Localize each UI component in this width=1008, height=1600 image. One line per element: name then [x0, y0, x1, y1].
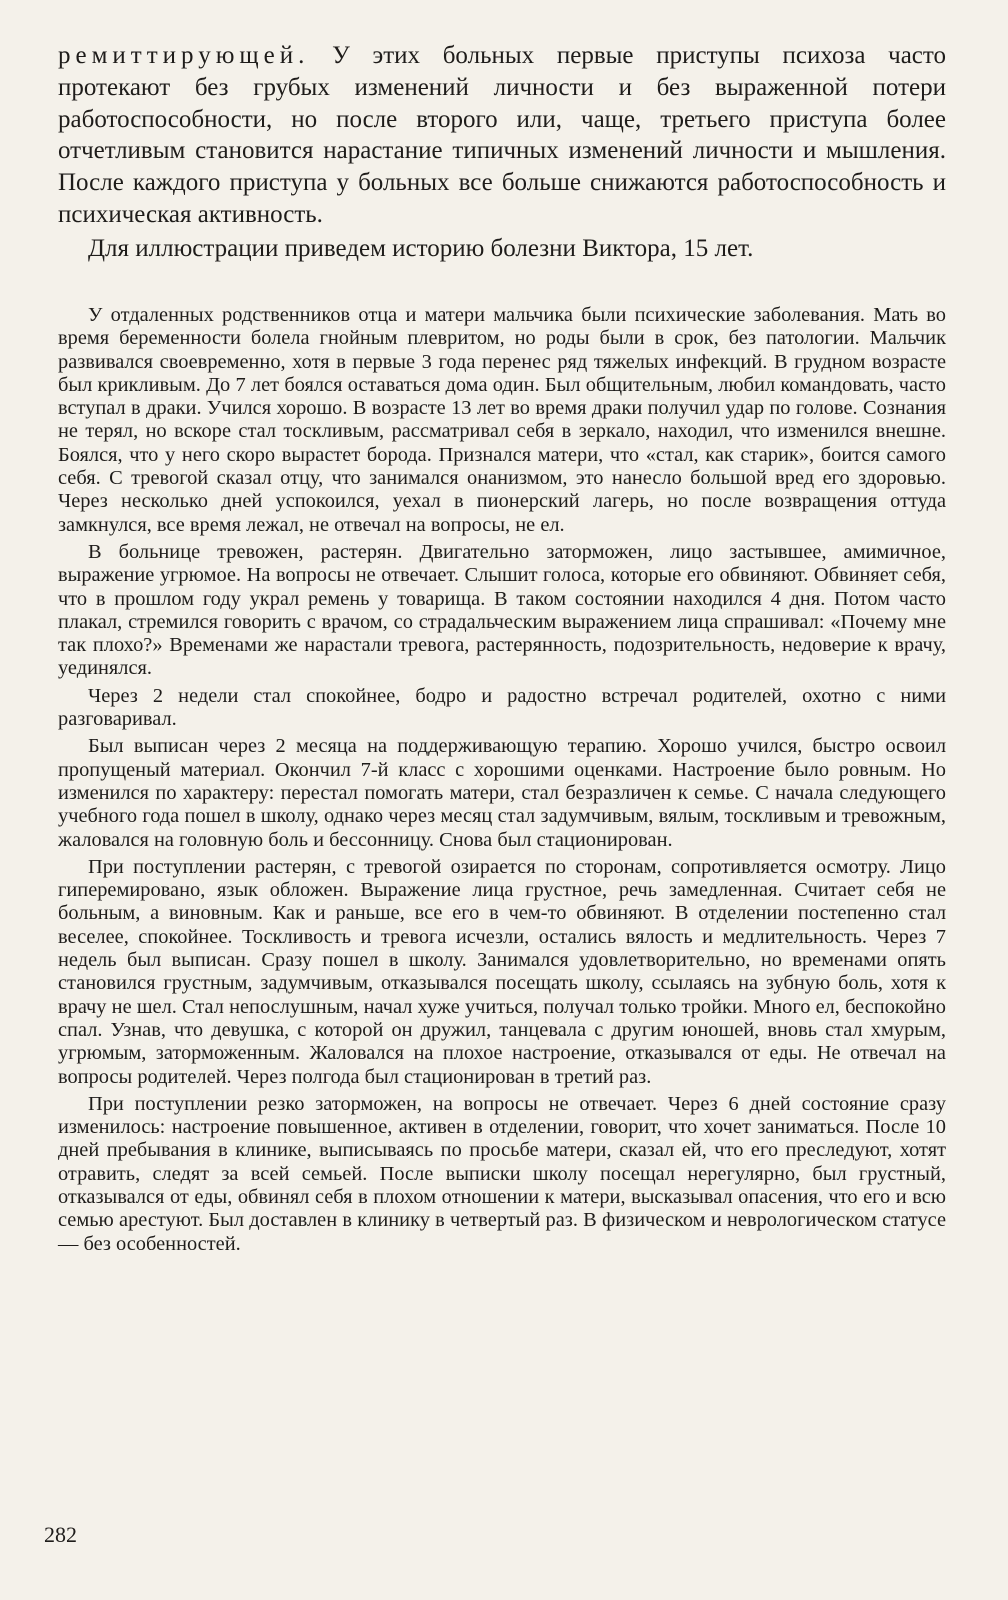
emphasized-term: ремиттирующей. [58, 42, 310, 69]
case-paragraph: Через 2 недели стал спокойнее, бодро и радостно встречал родителей, охотно с ними разговаривал. [58, 684, 946, 731]
paragraph-text: У этих больных первые приступы психоза часто протекают без грубых изменений личности и без выраженной потери работоспособности, но после второго или, чаще, третьего приступа более отчетливым становится нарастание типичных изменений личности и мышления. После каждого приступа у больных все больше снижаются работоспособность и психическая активность. [58, 42, 946, 228]
page-number: 282 [44, 1522, 77, 1547]
case-paragraph: При поступлении растерян, с тревогой озирается по сторонам, сопротивляется осмотру. Лицо гиперемировано, язык обложен. Выражение лица грустное, речь замедленная. Считает себя не больным, а виновным. Как и раньше, все его в чем-то обвиняют. В отделении постепенно стал веселее, спокойнее. Тоскливость и тревога исчезли, остались вялость и медлительность. Через 7 недель был выписан. Сразу пошел в школу. Занимался удовлетворительно, но временами опять становился грустным, задумчивым, отказывался посещать школу, ссылаясь на зубную боль, хотя к врачу не шел. Стал непослушным, начал хуже учиться, получал только тройки. Много ел, беспокойно спал. Узнав, что девушка, с которой он дружил, танцевала с другим юношей, вновь стал хмурым, угрюмым, заторможенным. Жаловался на плохое настроение, отказывался от еды. Не отвечал на вопросы родителей. Через полгода был стационирован в третий раз. [58, 855, 946, 1088]
case-introduction: Для иллюстрации приведем историю болезни Виктора, 15 лет. [88, 234, 754, 262]
main-text [58, 40, 946, 265]
case-paragraph: При поступлении резко заторможен, на вопросы не отвечает. Через 6 дней состояние сразу изменилось: настроение повышенное, активен в отделении, говорит, что хочет заниматься. После 10 дней пребывания в клинике, выписываясь по просьбе матери, сказал ей, что его преследуют, хотят отравить, следят за всей семьей. После выписки школу посещал нерегулярно, был грустный, отказывался от еды, обвинял себя в плохом отношении к матери, высказывал опасения, что его и всю семью арестуют. Был доставлен в клинику в четвертый раз. В физическом и неврологическом статусе — без особенностей. [58, 1092, 946, 1255]
case-paragraph: Был выписан через 2 месяца на поддерживающую терапию. Хорошо учился, быстро освоил пропущеный материал. Окончил 7-й класс с хорошими оценками. Настроение было ровным. Но изменился по характеру: перестал помогать матери, стал безразличен к семье. С начала следующего учебного года пошел в школу, однако через месяц стал задумчивым, вялым, тоскливым и тревожным, жаловался на головную боль и бессонницу. Снова был стационирован. [58, 735, 946, 851]
case-history [58, 304, 946, 1260]
case-paragraph: В больнице тревожен, растерян. Двигательно заторможен, лицо застывшее, амимичное, выражение угрюмое. На вопросы не отвечает. Слышит голоса, которые его обвиняют. Обвиняет себя, что в прошлом году украл ремень у товарища. В таком состоянии находился 4 дня. Потом часто плакал, стремился говорить с врачом, со страдальческим выражением лица спрашивал: «Почему мне так плохо?» Временами же нарастали тревога, растерянность, подозрительность, недоверие к врачу, уединялся. [58, 540, 946, 680]
case-paragraph: У отдаленных родственников отца и матери мальчика были психические заболевания. Мать во время беременности болела гнойным плевритом, но роды были в срок, без патологии. Мальчик развивался своевременно, хотя в первые 3 года перенес ряд тяжелых инфекций. В грудном возрасте был крикливым. До 7 лет боялся оставаться дома один. Был общительным, любил командовать, часто вступал в драки. Учился хорошо. В возрасте 13 лет во время драки получил удар по голове. Сознания не терял, но вскоре стал тоскливым, рассматривал себя в зеркало, находил, что изменился внешне. Боялся, что у него скоро вырастет борода. Признался матери, что «стал, как старик», боится самого себя. С тревогой сказал отцу, что занимался онанизмом, это нанесло большой вред его здоровью. Через несколько дней успокоился, уехал в пионерский лагерь, но после возвращения оттуда замкнулся, все время лежал, не отвечал на вопросы, не ел. [58, 304, 946, 536]
paragraph-continuation [58, 40, 946, 231]
